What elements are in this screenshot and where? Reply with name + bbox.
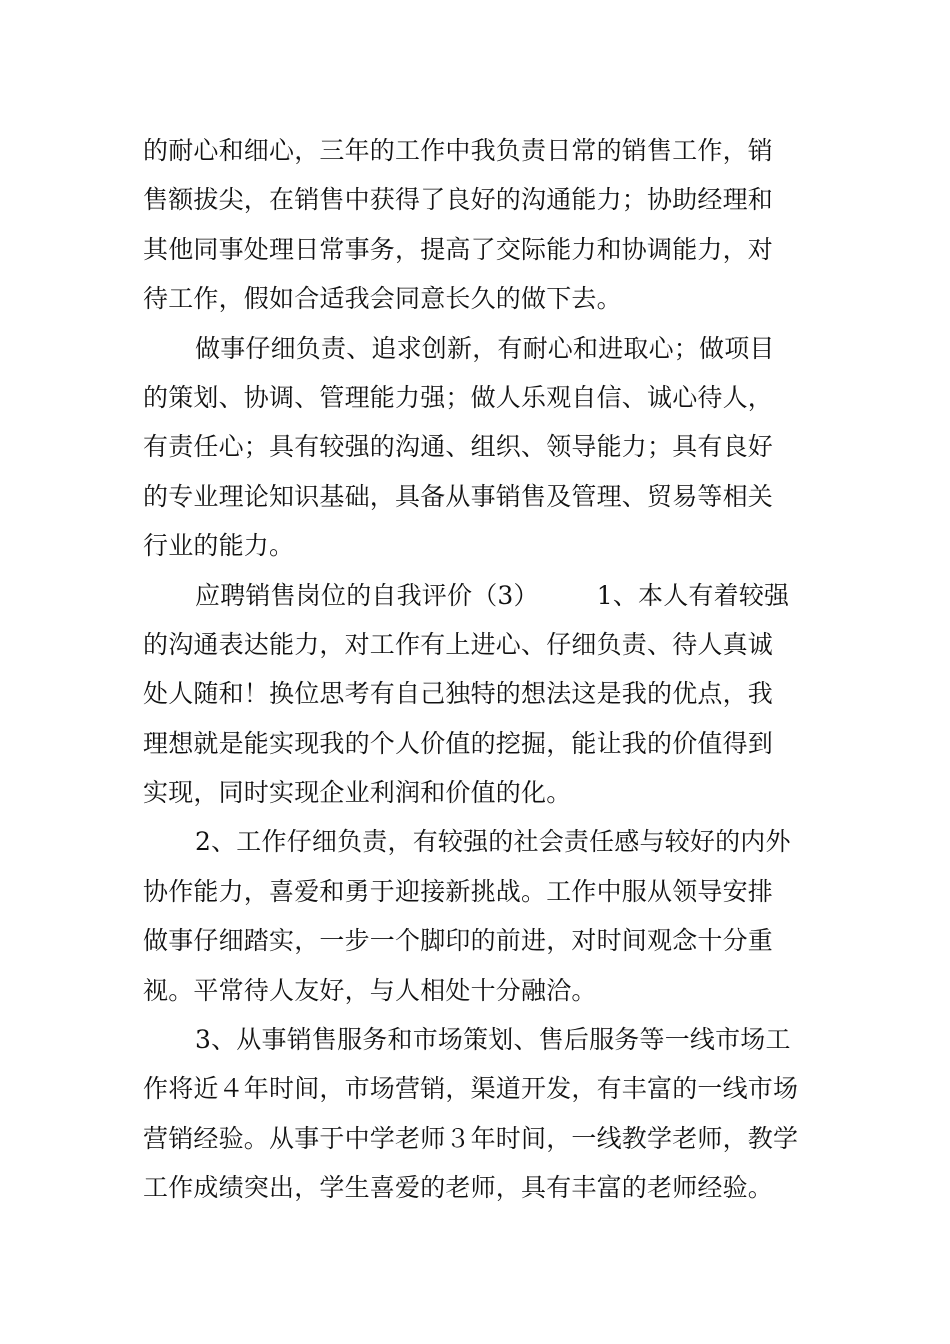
body-text <box>143 126 813 1213</box>
text-line: 实现，同时实现企业利润和价值的化。 <box>143 778 572 808</box>
text-line: 有责任心；具有较强的沟通、组织、领导能力；具有良好 <box>143 432 774 462</box>
text-line: 营销经验。从事于中学老师３年时间，一线教学老师，教学 <box>143 1123 799 1153</box>
text-line: 待工作，假如合适我会同意长久的做下去。 <box>143 284 622 314</box>
text-line: 行业的能力。 <box>143 531 295 561</box>
text-line: 作将近４年时间，市场营销，渠道开发，有丰富的一线市场 <box>143 1074 799 1104</box>
text-line: 处人随和！换位思考有自己独特的想法这是我的优点，我 <box>143 679 774 709</box>
section-heading: 应聘销售岗位的自我评价（3） <box>195 580 539 610</box>
text-line: 理想就是能实现我的个人价值的挖掘，能让我的价值得到 <box>143 728 774 758</box>
text-line: 协作能力，喜爱和勇于迎接新挑战。工作中服从领导安排 <box>143 876 774 906</box>
section-heading-line <box>143 571 813 620</box>
text-line: 售额拔尖，在销售中获得了良好的沟通能力；协助经理和 <box>143 185 774 215</box>
text-line: 做事仔细踏实，一步一个脚印的前进，对时间观念十分重 <box>143 926 774 956</box>
text-line: 工作成绩突出，学生喜爱的老师，具有丰富的老师经验。 <box>143 1173 774 1203</box>
text-line: 视。平常待人友好，与人相处十分融洽。 <box>143 975 597 1005</box>
text-line: 2、工作仔细负责，有较强的社会责任感与较好的内外 <box>195 827 791 857</box>
text-line: 的专业理论知识基础，具备从事销售及管理、贸易等相关 <box>143 481 774 511</box>
text-line: 其他同事处理日常事务，提高了交际能力和协调能力，对 <box>143 234 774 264</box>
text-line: 的耐心和细心，三年的工作中我负责日常的销售工作，销 <box>143 136 774 165</box>
text-line: 的策划、协调、管理能力强；做人乐观自信、诚心待人， <box>143 382 774 412</box>
text-fragment: 1、本人有着较强 <box>596 580 790 610</box>
text-line: 做事仔细负责、追求创新，有耐心和进取心；做项目 <box>195 333 775 363</box>
text-line: 3、从事销售服务和市场策划、售后服务等一线市场工 <box>195 1025 791 1055</box>
text-line: 的沟通表达能力，对工作有上进心、仔细负责、待人真诚 <box>143 629 774 659</box>
